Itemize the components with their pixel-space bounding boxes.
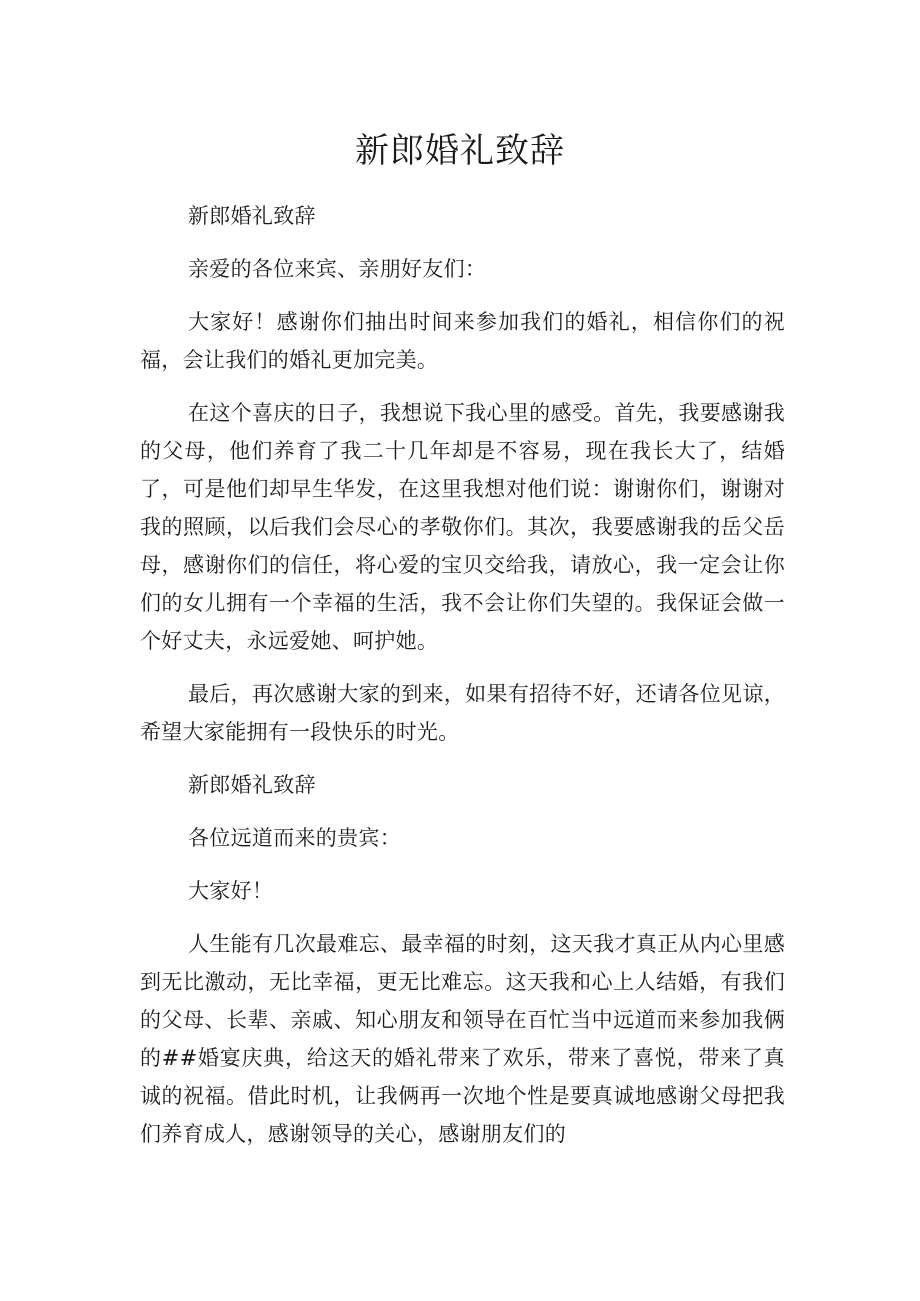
paragraph-salutation-1: 亲爱的各位来宾、亲朋好友们：	[188, 257, 487, 281]
paragraph-greeting-1: 大家好！感谢你们抽出时间来参加我们的婚礼，相信你们的祝福，会让我们的婚礼更加完美。	[140, 310, 785, 372]
paragraph-speech-2: 人生能有几次最难忘、最幸福的时刻，这天我才真正从内心里感到无比激动，无比幸福，更无比难忘。这天我和心上人结婚，有我们的父母、长辈、亲戚、知心朋友和领导在百忙当中远道而来参加我俩的##婚宴庆典，给这天的婚礼带来了欢乐，带来了喜悦，带来了真诚的祝福。借此时机，让我俩再一次地个性是要真诚地感谢父母把我们养育成人，感谢领导的关心，感谢朋友们的	[140, 932, 785, 1146]
paragraph-heading-2: 新郎婚礼致辞	[188, 773, 316, 797]
document-title: 新郎婚礼致辞	[355, 131, 565, 171]
document-body	[140, 197, 785, 1168]
paragraph-greeting-2: 大家好！	[188, 879, 274, 903]
paragraph-thanks-parents: 在这个喜庆的日子，我想说下我心里的感受。首先，我要感谢我的父母，他们养育了我二十几年却是不容易，现在我长大了，结婚了，可是他们却早生华发，在这里我想对他们说：谢谢你们，谢谢对我的照顾，以后我们会尽心的孝敬你们。其次，我要感谢我的岳父岳母，感谢你们的信任，将心爱的宝贝交给我，请放心，我一定会让你们的女儿拥有一个幸福的生活，我不会让你们失望的。我保证会做一个好丈夫，永远爱她、呵护她。	[140, 401, 785, 653]
paragraph-closing-1: 最后，再次感谢大家的到来，如果有招待不好，还请各位见谅，希望大家能拥有一段快乐的时光。	[140, 682, 785, 744]
paragraph-salutation-2: 各位远道而来的贵宾：	[188, 826, 401, 850]
paragraph-heading-1: 新郎婚礼致辞	[188, 204, 316, 228]
